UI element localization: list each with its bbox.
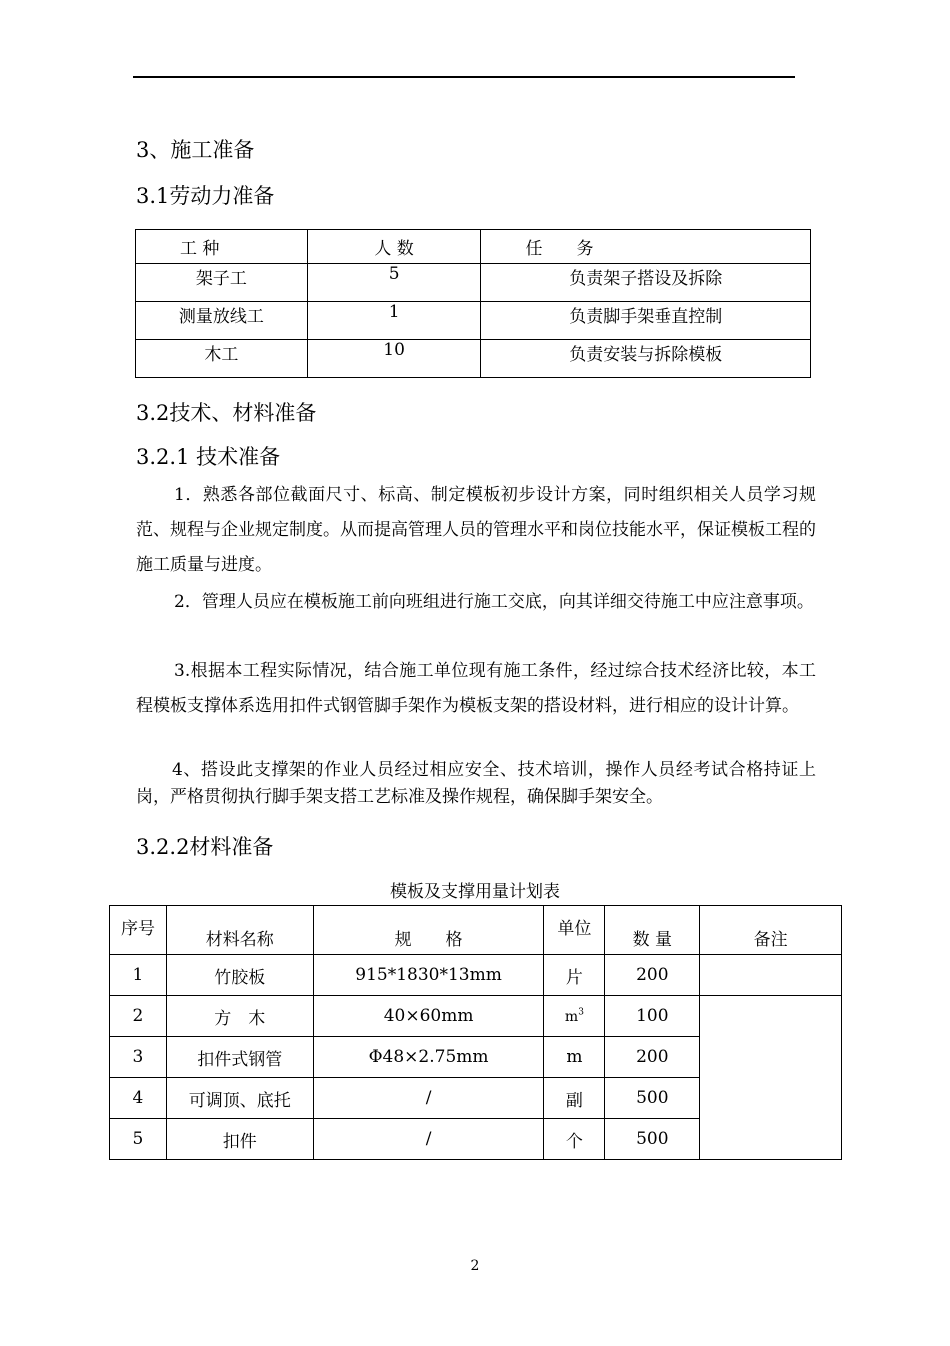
material-cell: 200	[605, 1037, 700, 1078]
material-remark-cell	[700, 955, 842, 996]
material-cell: 扣件式钢管	[166, 1037, 313, 1078]
material-header-cell: 数 量	[605, 906, 700, 955]
labor-cell: 负责脚手架垂直控制	[481, 302, 811, 340]
section-3-heading: 3、施工准备	[136, 138, 255, 162]
material-cell: 40×60mm	[313, 996, 544, 1037]
material-cell: m	[544, 1037, 605, 1078]
material-cell: 500	[605, 1078, 700, 1119]
material-cell: 竹胶板	[166, 955, 313, 996]
material-cell: 500	[605, 1119, 700, 1160]
paragraph-text: 1．熟悉各部位截面尺寸、标高、制定模板初步设计方案，同时组织相关人员学习规范、规程与企业规定制度。从而提高管理人员的管理水平和岗位技能水平，保证模板工程的施工质量与进度。	[136, 485, 816, 575]
paragraph-text: 2．管理人员应在模板施工前向班组进行施工交底，向其详细交待施工中应注意事项。	[174, 592, 814, 612]
material-table-header	[110, 906, 842, 955]
labor-cell: 负责架子搭设及拆除	[481, 264, 811, 302]
material-header-cell: 材料名称	[166, 906, 313, 955]
labor-header-cell: 人 数	[307, 230, 481, 264]
material-cell: 5	[110, 1119, 167, 1160]
material-header-cell: 序号	[110, 906, 167, 955]
material-cell: 扣件	[166, 1119, 313, 1160]
material-header-cell: 规 格	[313, 906, 544, 955]
material-table	[109, 905, 842, 1160]
labor-cell: 测量放线工	[136, 302, 308, 340]
section-3-2-heading: 3.2技术、材料准备	[136, 401, 317, 425]
material-unit-cell	[544, 996, 605, 1037]
material-cell: 3	[110, 1037, 167, 1078]
labor-cell: 5	[307, 264, 481, 302]
labor-cell: 负责安装与拆除模板	[481, 340, 811, 378]
paragraph-3	[136, 654, 816, 724]
material-cell: 200	[605, 955, 700, 996]
material-cell: 可调顶、底托	[166, 1078, 313, 1119]
header-rule	[133, 76, 795, 78]
labor-table-header	[136, 230, 811, 264]
material-cell: 1	[110, 955, 167, 996]
material-header-cell: 单位	[544, 906, 605, 955]
table-row	[136, 340, 811, 378]
labor-header-cell: 工 种	[136, 230, 308, 264]
material-cell: /	[313, 1119, 544, 1160]
table-row	[110, 955, 842, 996]
paragraph-text: 3.根据本工程实际情况，结合施工单位现有施工条件，经过综合技术经济比较，本工程模板支撑体系选用扣件式钢管脚手架作为模板支架的搭设材料，进行相应的设计计算。	[136, 661, 816, 716]
section-3-1-heading: 3.1劳动力准备	[136, 184, 275, 208]
labor-table	[135, 229, 811, 378]
material-cell: 4	[110, 1078, 167, 1119]
section-3-2-1-heading: 3.2.1 技术准备	[136, 445, 281, 469]
material-cell: 100	[605, 996, 700, 1037]
labor-header-cell: 任 务	[481, 230, 811, 264]
material-cell: /	[313, 1078, 544, 1119]
material-cell: Φ48×2.75mm	[313, 1037, 544, 1078]
labor-cell: 木工	[136, 340, 308, 378]
material-cell: 2	[110, 996, 167, 1037]
section-3-2-2-heading: 3.2.2材料准备	[136, 835, 274, 859]
material-cell: 片	[544, 955, 605, 996]
page-number: 2	[470, 1258, 480, 1274]
labor-cell: 架子工	[136, 264, 308, 302]
labor-cell: 1	[307, 302, 481, 340]
labor-cell: 10	[307, 340, 481, 378]
unit-text: m	[564, 1009, 579, 1025]
material-cell: 个	[544, 1119, 605, 1160]
material-table-caption: 模板及支撑用量计划表	[390, 882, 560, 902]
paragraph-1	[136, 478, 816, 583]
paragraph-4	[136, 757, 816, 811]
material-cell: 副	[544, 1078, 605, 1119]
table-row	[136, 302, 811, 340]
material-remark-cell	[700, 996, 842, 1160]
paragraph-2	[136, 585, 816, 620]
material-cell: 915*1830*13mm	[313, 955, 544, 996]
unit-superscript: 3	[578, 1007, 584, 1018]
material-cell: 方 木	[166, 996, 313, 1037]
table-row	[136, 264, 811, 302]
table-row	[110, 996, 842, 1037]
material-header-cell: 备注	[700, 906, 842, 955]
paragraph-text: 4、搭设此支撑架的作业人员经过相应安全、技术培训，操作人员经考试合格持证上岗，严格贯彻执行脚手架支搭工艺标准及操作规程，确保脚手架安全。	[136, 760, 816, 807]
